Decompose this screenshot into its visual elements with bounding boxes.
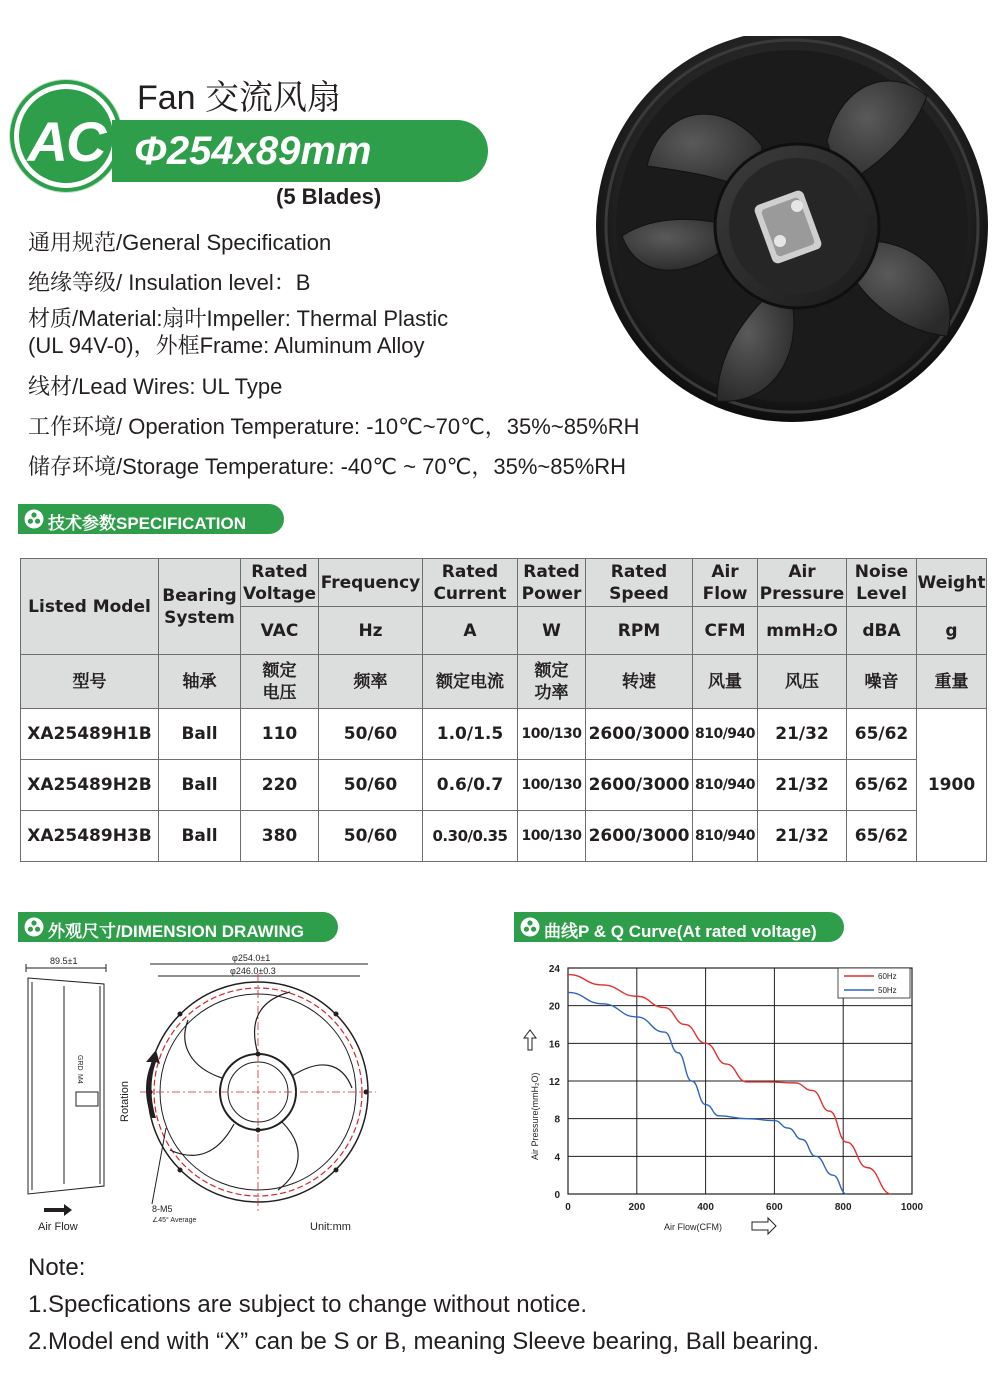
unit-frequency: Hz [319,607,423,655]
th-model: Listed Model [21,559,159,655]
section-title-curve: 曲线P & Q Curve(At rated voltage) [544,922,817,941]
unit-current: A [423,607,518,655]
size-banner [112,120,488,182]
legend-label-60hz: 60Hz [878,972,897,981]
x-tick-label: 200 [628,1202,646,1213]
y-tick-labels [549,964,561,1201]
section-header-spec [18,504,284,534]
blades-count: (5 Blades) [276,184,382,209]
note-item-2: 2.Model end with “X” can be S or B, meaning Sleeve bearing, Ball bearing. [28,1328,820,1355]
th-current: Rated Current [423,559,518,607]
depth-label: 89.5±1 [50,956,78,966]
section-header-curve [514,912,844,942]
th-cn-current: 额定电流 [423,655,518,709]
cell-airflow: 810/940 [693,760,758,811]
cell-voltage: 380 [241,811,319,862]
th-weight: Weight [917,559,987,607]
fan-icon [24,917,44,937]
y-tick-label: 0 [554,1190,560,1201]
terminal-label-grd: GRD [76,1055,83,1071]
airflow-label: Air Flow [38,1221,78,1233]
holes-label: 8-M5 [152,1204,173,1214]
cell-frequency: 50/60 [319,811,423,862]
legend-label-50hz: 50Hz [878,986,897,995]
cell-pressure: 21/32 [758,709,847,760]
x-tick-label: 600 [766,1202,783,1213]
x-tick-label: 0 [565,1202,571,1213]
x-axis-label: Air Flow(CFM) [664,1222,722,1232]
y-tick-label: 4 [554,1152,560,1164]
cell-power: 100/130 [518,811,586,862]
inner-diameter-label: φ246.0±0.3 [230,966,276,976]
fan-icon [24,509,44,529]
unit-label: Unit:mm [310,1221,351,1233]
th-frequency: Frequency [319,559,423,607]
y-tick-label: 8 [554,1114,560,1126]
spec-general: 通用规范/General Specification [28,230,332,255]
th-bearing: Bearing System [159,559,241,655]
y-tick-label: 24 [548,964,560,975]
th-cn-frequency: 频率 [319,655,423,709]
cell-model: XA25489H2B [21,760,159,811]
th-noise: Noise Level [847,559,917,607]
fan-icon [520,917,540,937]
th-cn-power: 额定功率 [518,655,586,709]
cell-frequency: 50/60 [319,760,423,811]
y-axis-arrow-icon [524,1030,536,1050]
cell-noise: 65/62 [847,811,917,862]
cell-frequency: 50/60 [319,709,423,760]
y-tick-label: 20 [548,1001,560,1013]
x-tick-labels [565,1202,923,1213]
unit-weight: g [917,607,987,655]
th-power: Rated Power [518,559,586,607]
unit-noise: dBA [847,607,917,655]
cell-current: 0.6/0.7 [423,760,518,811]
th-cn-airflow: 风量 [693,655,758,709]
table-header-row [21,559,987,607]
note-title: Note: [28,1254,86,1281]
table-row [21,760,987,811]
section-title-dimension: 外观尺寸/DIMENSION DRAWING [48,922,304,941]
cell-current: 0.30/0.35 [423,811,518,862]
airflow-arrow-icon [44,1204,72,1216]
note-item-1: 1.Specfications are subject to change without notice. [28,1291,588,1318]
cell-speed: 2600/3000 [586,709,693,760]
spec-operation-temp: 工作环境/ Operation Temperature: -10℃~70℃，35%~85%RH [28,414,640,439]
cell-power: 100/130 [518,709,586,760]
th-pressure: Air Pressure [758,559,847,607]
cell-pressure: 21/32 [758,760,847,811]
th-cn-model: 型号 [21,655,159,709]
outer-diameter-label: φ254.0±1 [232,953,271,963]
th-cn-pressure: 风压 [758,655,847,709]
cell-model: XA25489H3B [21,811,159,862]
side-view [26,964,106,1194]
x-tick-label: 1000 [900,1202,924,1213]
cell-speed: 2600/3000 [586,811,693,862]
th-cn-noise: 噪音 [847,655,917,709]
th-cn-weight: 重量 [917,655,987,709]
unit-pressure: mmH₂O [758,607,847,655]
x-tick-label: 400 [697,1202,714,1213]
table-row [21,811,987,862]
th-voltage: Rated Voltage [241,559,319,607]
cell-pressure: 21/32 [758,811,847,862]
cell-airflow: 810/940 [693,709,758,760]
cell-airflow: 810/940 [693,811,758,862]
x-axis-arrow-icon [752,1218,776,1234]
ac-badge-text: AC [27,110,105,173]
table-row [21,709,987,760]
spec-table [20,558,987,862]
dimension-drawing [20,950,380,1240]
chart-legend [838,968,910,998]
cell-power: 100/130 [518,760,586,811]
size-text: Φ254x89mm [134,129,372,173]
table-cn-header-row [21,655,987,709]
x-tick-label: 800 [834,1202,852,1213]
th-cn-speed: 转速 [586,655,693,709]
cell-bearing: Ball [159,709,241,760]
y-axis-label: Air Pressure(mmH₂O) [530,1072,540,1160]
th-airflow: Air Flow [693,559,758,607]
unit-airflow: CFM [693,607,758,655]
cell-speed: 2600/3000 [586,760,693,811]
ac-badge [14,84,118,188]
terminal-label-m4: M4 [76,1074,83,1084]
section-header-dimension [18,912,338,942]
y-tick-label: 12 [548,1077,560,1088]
cell-bearing: Ball [159,811,241,862]
spec-material-cont: (UL 94V-0)，外框Frame: Aluminum Alloy [28,333,425,358]
cell-noise: 65/62 [847,760,917,811]
front-view [140,964,376,1212]
cell-voltage: 220 [241,760,319,811]
unit-voltage: VAC [241,607,319,655]
pq-curve-chart [512,950,942,1240]
spec-material: 材质/Material:扇叶Impeller: Thermal Plastic [28,306,449,331]
section-title-spec: 技术参数SPECIFICATION [48,514,247,533]
chart-grid [568,968,912,1194]
cell-noise: 65/62 [847,709,917,760]
cell-bearing: Ball [159,760,241,811]
spec-storage-temp: 储存环境/Storage Temperature: -40℃ ~ 70℃，35%~85%RH [28,454,627,479]
spec-insulation: 绝缘等级/ Insulation level：B [28,270,311,295]
cell-voltage: 110 [241,709,319,760]
cell-current: 1.0/1.5 [423,709,518,760]
fan-photo [592,36,992,436]
unit-speed: RPM [586,607,693,655]
th-speed: Rated Speed [586,559,693,607]
y-tick-label: 16 [548,1039,560,1051]
unit-power: W [518,607,586,655]
angle-label: ∠45° Average [152,1217,197,1224]
rotation-label: Rotation [119,1081,131,1122]
cell-model: XA25489H1B [21,709,159,760]
spec-lead-wires: 线材/Lead Wires: UL Type [28,374,283,399]
th-cn-bearing: 轴承 [159,655,241,709]
rotation-arrow-icon [146,1050,160,1118]
cell-weight: 1900 [917,709,987,862]
th-cn-voltage: 额定电压 [241,655,319,709]
series-line-50hz [568,992,847,1194]
product-title: Fan 交流风扇 [137,79,342,117]
